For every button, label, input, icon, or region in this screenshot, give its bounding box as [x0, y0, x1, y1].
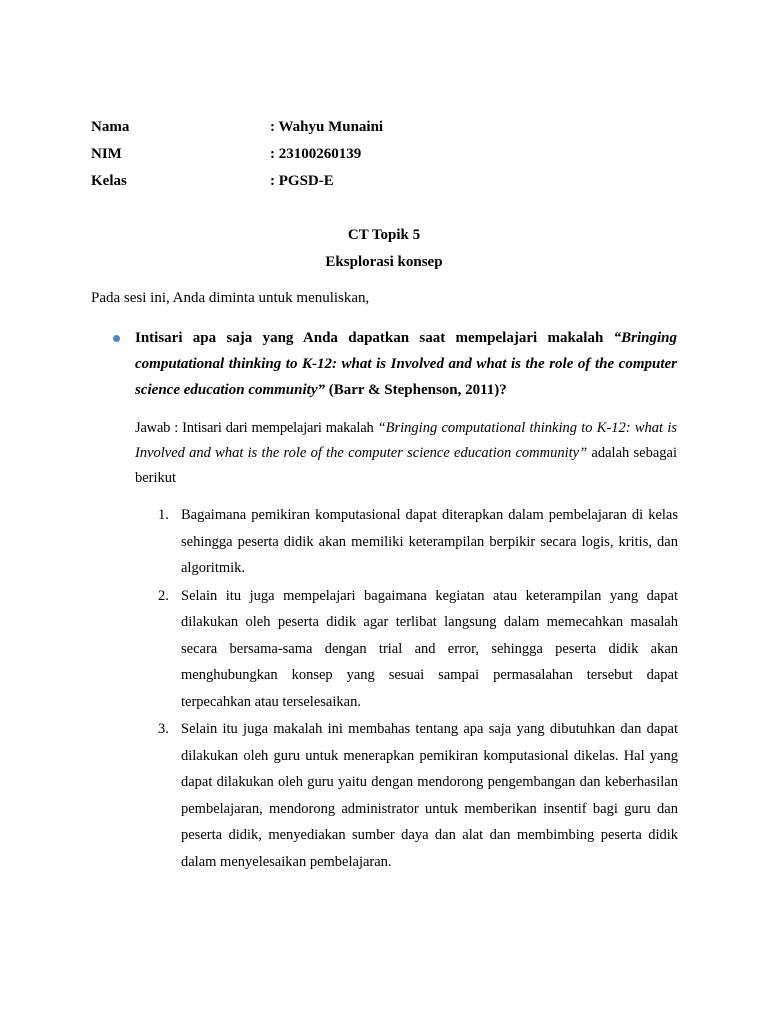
document-subtitle: Eksplorasi konsep: [325, 254, 443, 270]
info-label: NIM: [91, 146, 122, 162]
info-value: : 23100260139: [270, 146, 362, 162]
document-title: CT Topik 5: [347, 227, 421, 243]
list-item: [158, 502, 678, 582]
info-label: Kelas: [91, 173, 127, 189]
info-row-nim: [91, 146, 691, 170]
bullet-dot-icon: [113, 335, 120, 342]
list-item-text: Selain itu juga makalah ini membahas tentang apa saja yang dibutuhkan dan dapat dilakukan oleh guru untuk menerapkan pemikiran komputasional dikelas. Hal yang dapat dilakukan oleh guru yaitu dengan mendorong pengembangan dan keberhasilan pembelajaran, mendorong administrator untuk memberikan insentif bagi guru dan peserta didik, menyediakan sumber daya dan alat dan membimbing peserta didik dalam menyelesaikan pembelajaran.: [181, 721, 678, 870]
question-text: [135, 325, 677, 403]
list-item-number: 3.: [158, 721, 169, 737]
info-value: : PGSD-E: [270, 173, 334, 189]
intro-text: Pada sesi ini, Anda diminta untuk menuliskan,: [91, 290, 370, 306]
list-item: [158, 716, 678, 875]
list-item-number: 2.: [158, 587, 169, 604]
info-row-nama: [91, 119, 691, 143]
question-prefix: Intisari apa saja yang Anda dapatkan saat mempelajari makalah: [135, 330, 614, 346]
list-item-text: Selain itu juga mempelajari bagaimana kegiatan atau keterampilan yang dapat dilakukan oleh peserta didik agar terlibat langsung dalam memecahkan masalah secara bersama-sama dengan trial and error, sehingga peserta didik akan menghubungkan konsep yang sesuai sampai permasalahan tersebut dapat terpecahkan atau terselesaikan.: [181, 587, 678, 710]
answer-text: [135, 416, 677, 491]
question-suffix: (Barr & Stephenson, 2011)?: [324, 382, 507, 398]
list-item: [158, 583, 678, 716]
answer-paper-title: “Bringing computational thinking to K-12: what is Involved and what is the role of the computer science education community”: [135, 420, 677, 461]
list-item-text: Bagaimana pemikiran komputasional dapat diterapkan dalam pembelajaran di kelas sehingga peserta didik akan memiliki keterampilan berpikir secara logis, kritis, dan algoritmik.: [181, 507, 678, 576]
info-value: : Wahyu Munaini: [270, 119, 384, 135]
answer-suffix: adalah sebagai berikut: [135, 445, 677, 486]
info-row-kelas: [91, 173, 691, 197]
info-label: Nama: [91, 119, 130, 135]
list-item-number: 1.: [158, 507, 169, 523]
answer-points-list: [158, 502, 678, 875]
question-paper-title: “Bringing computational thinking to K-12: what is Involved and what is the role of the computer science education community”: [135, 330, 677, 398]
answer-prefix: Jawab : Intisari dari mempelajari makalah: [135, 420, 378, 436]
